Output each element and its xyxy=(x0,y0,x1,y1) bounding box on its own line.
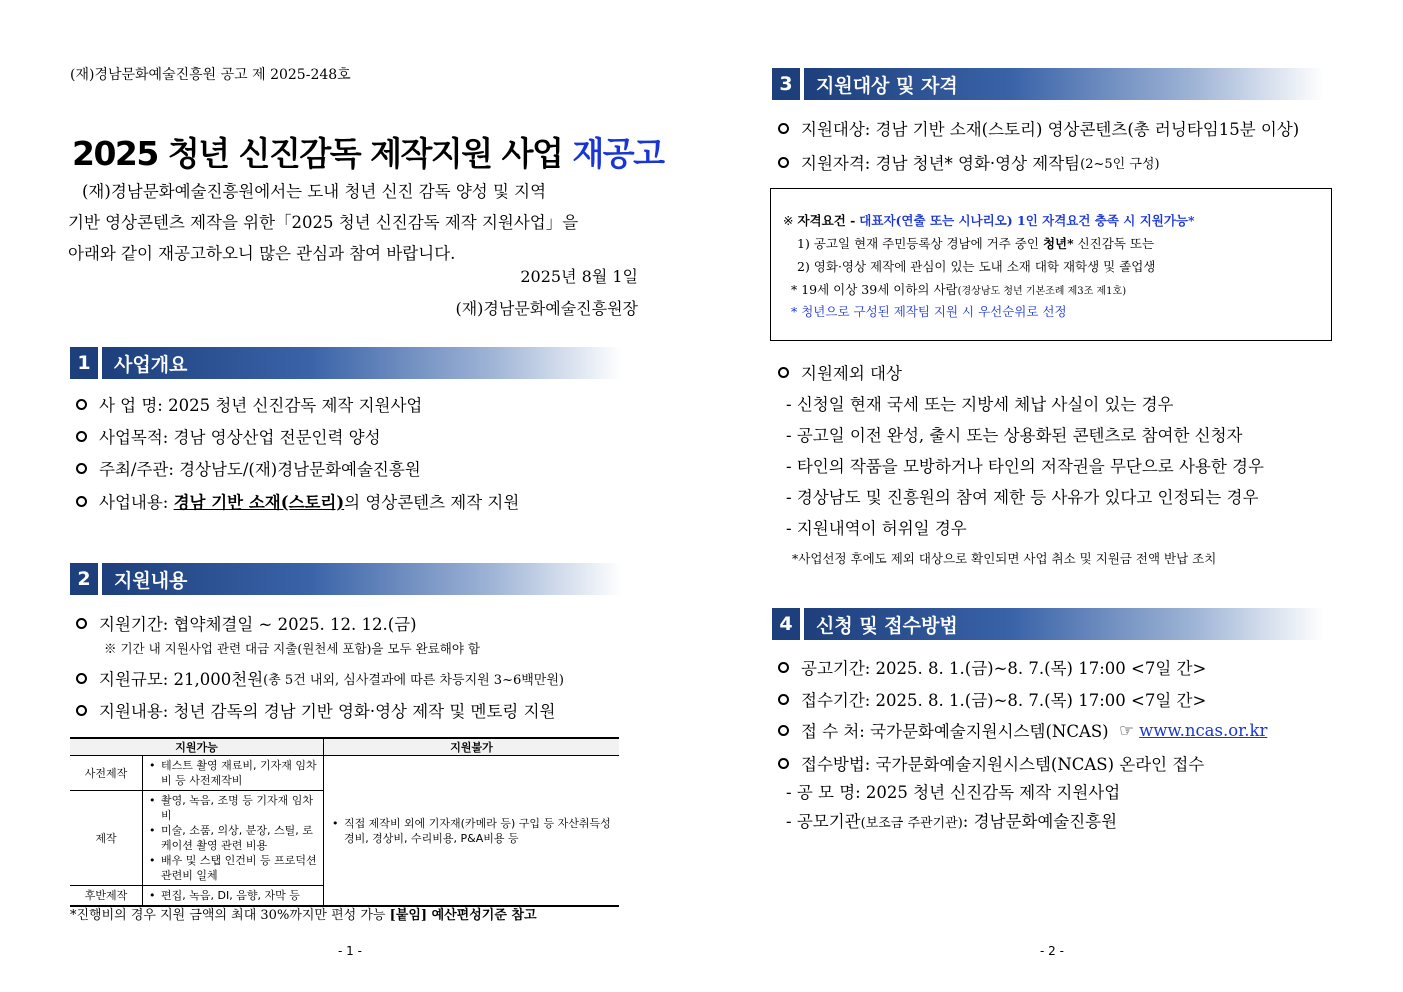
circle-bullet-icon xyxy=(76,463,87,474)
signature: (재)경남문화예술진흥원장 xyxy=(455,299,638,318)
intro-paragraph xyxy=(68,176,638,269)
table-row: 사전제작 • 테스트 촬영 재료비, 기자재 임차비 등 사전제작비 • 직접 제작비 외에 기자재(카메라 등) 구입 등 자산취득성 경비, 경상비, 수리비용, P&A비용 등 xyxy=(70,756,619,791)
qual-heading: ※ 자격요건 - 대표자(연출 또는 시나리오) 1인 자격요건 충족 시 지원가능* xyxy=(783,213,1195,228)
circle-bullet-icon xyxy=(778,725,789,736)
list-item: 접수기간: 2025. 8. 1.(금)~8. 7.(목) 17:00 <7일 간> xyxy=(778,687,1206,711)
circle-bullet-icon xyxy=(76,431,87,442)
section-title: 사업개요 xyxy=(102,347,622,379)
exclusion-note: *사업선정 후에도 제외 대상으로 확인되면 사업 취소 및 지원금 전액 반납 조치 xyxy=(792,551,1217,566)
list-item: 접수방법: 국가문화예술지원시스템(NCAS) 온라인 접수 xyxy=(778,751,1204,775)
circle-bullet-icon xyxy=(76,496,87,507)
page-number: - 1 - xyxy=(338,944,362,958)
exclusion-item: - 공고일 이전 완성, 출시 또는 상용화된 콘텐츠로 참여한 신청자 xyxy=(786,426,1243,445)
section-4-header xyxy=(772,608,1324,640)
cannot-cell: • 직접 제작비 외에 기자재(카메라 등) 구입 등 자산취득성 경비, 경상비, 수리비용, P&A비용 등 xyxy=(323,756,619,907)
list-item: 공고기간: 2025. 8. 1.(금)~8. 7.(목) 17:00 <7일 간> xyxy=(778,655,1206,679)
section-number: 4 xyxy=(772,608,800,640)
exclusion-item: - 신청일 현재 국세 또는 지방세 체납 사실이 있는 경우 xyxy=(786,395,1174,414)
budget-table xyxy=(70,737,619,907)
notice-number: (재)경남문화예술진흥원 공고 제 2025-248호 xyxy=(70,67,351,83)
list-item: 주최/주관: 경상남도/(재)경남문화예술진흥원 xyxy=(76,456,421,480)
list-item: 지원대상: 경남 기반 소재(스토리) 영상콘텐츠(총 러닝타임15분 이상) xyxy=(778,116,1299,140)
section-title: 신청 및 접수방법 xyxy=(804,608,1324,640)
intro-line: 기반 영상콘텐츠 제작을 위한「2025 청년 신진감독 제작 지원사업」을 xyxy=(68,213,579,232)
section-number: 3 xyxy=(772,68,800,100)
table-row: 제작 • 촬영, 녹음, 조명 등 기자재 임차비 • 미술, 소품, 의상, 분장, 스틸, 로케이션 촬영 관련 비용 • 배우 및 스탭 인건비 등 프로덕션 관련비 일체 xyxy=(70,791,619,886)
list-item: 사업내용: 경남 기반 소재(스토리) 의 영상콘텐츠 제작 지원 xyxy=(76,489,519,513)
circle-bullet-icon xyxy=(778,758,789,769)
circle-bullet-icon xyxy=(778,367,789,378)
section-number: 1 xyxy=(70,347,98,379)
qual-line: 1) 공고일 현재 주민등록상 경남에 거주 중인 청년* 신진감독 또는 xyxy=(797,236,1155,251)
qual-line: * 청년으로 구성된 제작팀 지원 시 우선순위로 선정 xyxy=(791,304,1067,319)
list-item: 접 수 처: 국가문화예술지원시스템(NCAS) ☞ www.ncas.or.kr xyxy=(778,718,1267,742)
circle-bullet-icon xyxy=(76,618,87,629)
footnote: *진행비의 경우 지원 금액의 최대 30%까지만 편성 가능 [붙임] 예산편성기준 참고 xyxy=(70,908,537,923)
underlined-text: 경남 기반 소재(스토리) xyxy=(173,493,345,512)
circle-bullet-icon xyxy=(76,673,87,684)
qual-line: 2) 영화·영상 제작에 관심이 있는 도내 소재 대학 재학생 및 졸업생 xyxy=(797,259,1156,274)
list-item: 지원규모: 21,000천원 (총 5건 내외, 심사결과에 따른 차등지원 3~6백만원) xyxy=(76,666,564,690)
exclusion-item: - 지원내역이 허위일 경우 xyxy=(786,519,967,538)
circle-bullet-icon xyxy=(76,705,87,716)
list-item: 지원자격: 경남 청년* 영화·영상 제작팀 (2~5인 구성) xyxy=(778,150,1160,174)
period-note: ※ 기간 내 지원사업 관련 대금 지출(원천세 포함)을 모두 완료해야 함 xyxy=(104,641,480,656)
page-2 xyxy=(702,0,1403,992)
section-title: 지원내용 xyxy=(102,563,622,595)
table-header-can: 지원가능 xyxy=(70,738,323,756)
method-sub-item: - 공 모 명: 2025 청년 신진감독 제작 지원사업 xyxy=(786,783,1121,802)
circle-bullet-icon xyxy=(778,157,789,168)
circle-bullet-icon xyxy=(778,123,789,134)
section-title: 지원대상 및 자격 xyxy=(804,68,1324,100)
table-header-cannot: 지원불가 xyxy=(323,738,619,756)
section-3-header xyxy=(772,68,1324,100)
method-sub-item: - 공모기관(보조금 주관기관): 경남문화예술진흥원 xyxy=(786,812,1118,831)
table-row: 후반제작 • 편집, 녹음, DI, 음향, 자막 등 xyxy=(70,886,619,907)
circle-bullet-icon xyxy=(76,399,87,410)
pointing-hand-icon: ☞ xyxy=(1119,720,1134,740)
list-item: 지원제외 대상 xyxy=(778,360,902,384)
notice-date: 2025년 8월 1일 xyxy=(520,267,638,286)
list-item: 사 업 명: 2025 청년 신진감독 제작 지원사업 xyxy=(76,392,422,416)
exclusion-item: - 타인의 작품을 모방하거나 타인의 저작권을 무단으로 사용한 경우 xyxy=(786,457,1264,476)
section-number: 2 xyxy=(70,563,98,595)
section-2-header xyxy=(70,563,622,595)
list-item: 지원기간: 협약체결일 ~ 2025. 12. 12.(금) xyxy=(76,611,417,635)
section-1-header xyxy=(70,347,622,379)
circle-bullet-icon xyxy=(778,662,789,673)
intro-line: (재)경남문화예술진흥원에서는 도내 청년 신진 감독 양성 및 지역 xyxy=(82,182,547,201)
exclusion-item: - 경상남도 및 진흥원의 참여 제한 등 사유가 있다고 인정되는 경우 xyxy=(786,488,1259,507)
page-number: - 2 - xyxy=(1040,944,1064,958)
intro-line: 아래와 같이 재공고하오니 많은 관심과 참여 바랍니다. xyxy=(68,244,456,263)
qual-line: * 19세 이상 39세 이하의 사람(경상남도 청년 기본조례 제3조 제1호) xyxy=(791,282,1127,297)
qualification-box xyxy=(770,188,1332,341)
list-item: 지원내용: 청년 감독의 경남 기반 영화·영상 제작 및 멘토링 지원 xyxy=(76,698,555,722)
title-highlight: 재공고 xyxy=(572,134,664,173)
list-item: 사업목적: 경남 영상산업 전문인력 양성 xyxy=(76,424,381,448)
ncas-link[interactable]: www.ncas.or.kr xyxy=(1139,720,1268,740)
title-main: 2025 청년 신진감독 제작지원 사업 xyxy=(72,134,563,173)
circle-bullet-icon xyxy=(778,694,789,705)
page-title xyxy=(72,128,663,175)
